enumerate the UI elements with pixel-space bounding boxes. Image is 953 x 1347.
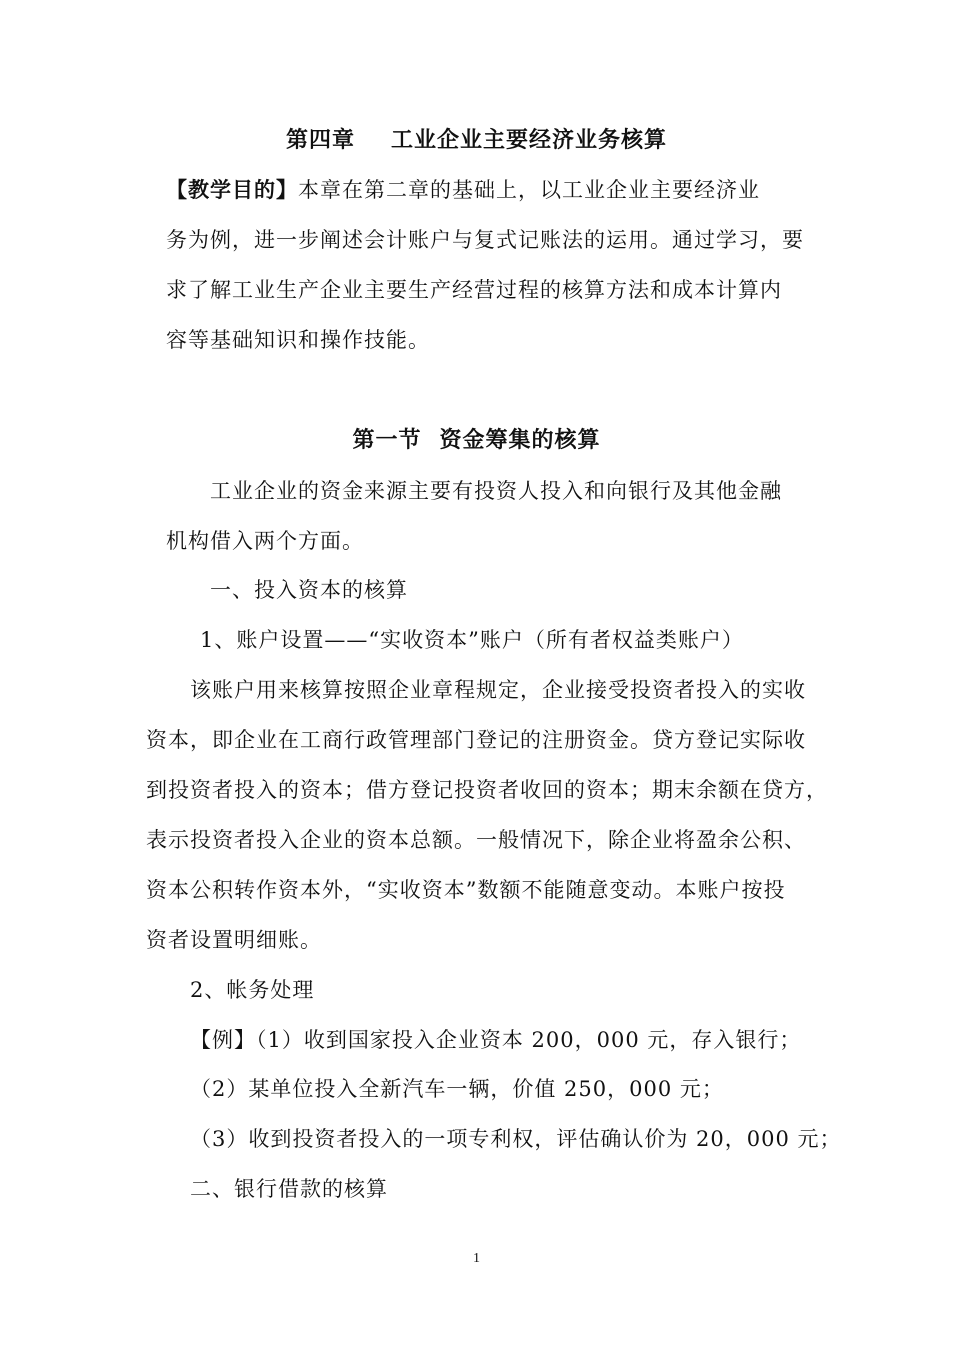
example-3: （3）收到投资者投入的一项专利权，评估确认价为 20，000 元；	[190, 1127, 842, 1151]
objective-line-4: 容等基础知识和操作技能。	[166, 328, 430, 352]
subheading-accounting: 2、帐务处理	[190, 978, 315, 1002]
account-desc-line-1: 该账户用来核算按照企业章程规定，企业接受投资者投入的实收	[190, 678, 806, 702]
objective-line-3: 求了解工业生产企业主要生产经营过程的核算方法和成本计算内	[166, 278, 782, 302]
section-title	[0, 426, 953, 454]
chapter-title	[0, 126, 953, 154]
chapter-name: 工业企业主要经济业务核算	[391, 127, 668, 153]
intro-line-1: 工业企业的资金来源主要有投资人投入和向银行及其他金融	[210, 479, 782, 503]
account-desc-line-5: 资本公积转作资本外，“实收资本”数额不能随意变动。本账户按投	[146, 878, 786, 902]
account-desc-line-3: 到投资者投入的资本；借方登记投资者收回的资本；期末余额在贷方，	[146, 778, 828, 802]
heading-invested-capital: 一、投入资本的核算	[210, 578, 408, 602]
account-desc-line-2: 资本，即企业在工商行政管理部门登记的注册资金。贷方登记实际收	[146, 728, 806, 752]
subheading-account-setup: 1、账户设置——“实收资本”账户（所有者权益类账户）	[200, 628, 744, 652]
page-number: 1	[473, 1251, 480, 1266]
account-desc-line-6: 资者设置明细账。	[146, 928, 322, 952]
objective-line-2: 务为例，进一步阐述会计账户与复式记账法的运用。通过学习，要	[166, 228, 804, 252]
objective-text-1: 本章在第二章的基础上，以工业企业主要经济业	[298, 178, 760, 202]
chapter-number: 第四章	[285, 127, 355, 153]
example-2: （2）某单位投入全新汽车一辆，价值 250，000 元；	[190, 1077, 724, 1101]
account-desc-line-4: 表示投资者投入企业的资本总额。一般情况下，除企业将盈余公积、	[146, 828, 806, 852]
objective-line-1	[166, 176, 760, 204]
objective-label: 【教学目的】	[166, 177, 298, 202]
section-number: 第一节	[352, 427, 422, 453]
heading-bank-loans: 二、银行借款的核算	[190, 1177, 388, 1201]
intro-line-2: 机构借入两个方面。	[166, 529, 364, 553]
example-1: 【例】（1）收到国家投入企业资本 200，000 元，存入银行；	[190, 1028, 802, 1052]
section-name: 资金筹集的核算	[439, 427, 601, 453]
